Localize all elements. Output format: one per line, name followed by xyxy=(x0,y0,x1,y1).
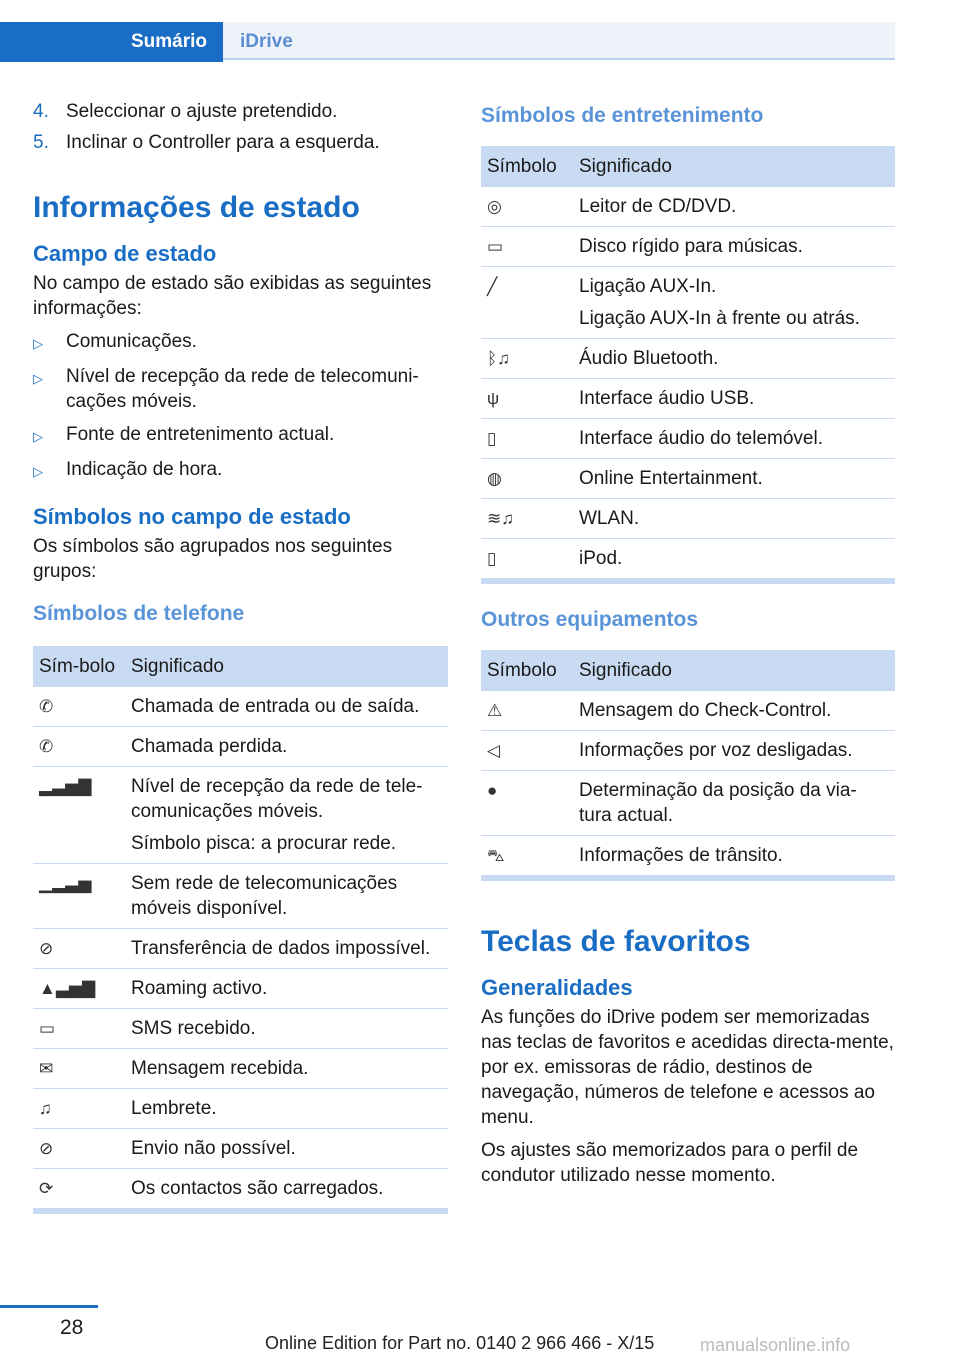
position-icon: ● xyxy=(487,781,498,800)
contacts-loading-icon: ⟳ xyxy=(39,1179,54,1198)
symbol-cell xyxy=(481,539,573,579)
table-row xyxy=(481,539,895,579)
meaning-text: Chamada de entrada ou de saída. xyxy=(131,696,420,717)
symbol-cell xyxy=(33,687,125,727)
roaming-icon: ▲▃▅▇ xyxy=(39,979,96,998)
table-row xyxy=(481,187,895,227)
table-row xyxy=(33,1009,448,1049)
meaning-text: Os contactos são carregados. xyxy=(131,1178,384,1199)
bluetooth-audio-icon: ᛒ♫ xyxy=(487,349,510,368)
symbol-cell xyxy=(33,1129,125,1169)
step-text: Inclinar o Controller para a esquerda. xyxy=(66,132,380,153)
section-title-favorites: Teclas de favoritos xyxy=(481,925,751,958)
meaning-cell xyxy=(125,1169,448,1209)
meaning-text: Interface áudio do telemóvel. xyxy=(579,428,823,449)
warning-icon: ⚠ xyxy=(487,701,503,720)
tab-idrive[interactable]: iDrive xyxy=(223,22,895,60)
triangle-bullet-icon: ▷ xyxy=(33,464,43,479)
meaning-text: Disco rígido para músicas. xyxy=(579,236,803,257)
status-symbols-intro: Os símbolos são agrupados nos seguintes grupos: xyxy=(33,536,393,582)
meaning-cell xyxy=(125,929,448,969)
usb-icon: ψ xyxy=(487,389,500,408)
no-signal-icon: ▁▂▃▅ xyxy=(39,874,92,893)
meaning-cell xyxy=(125,1009,448,1049)
footer-accent-line xyxy=(0,1305,98,1308)
bullet-text: Comunicações. xyxy=(66,331,197,352)
status-field-intro: No campo de estado são exibidas as seguintes informações: xyxy=(33,273,432,319)
symbol-cell xyxy=(33,969,125,1009)
signal-bars-icon: ▂▃▅▇ xyxy=(39,777,92,796)
step-item xyxy=(33,130,448,155)
symbol-cell xyxy=(33,864,125,929)
meaning-text: Sem rede de telecomunicações móveis disponível. xyxy=(131,873,398,919)
meaning-text: Chamada perdida. xyxy=(131,736,288,757)
symbol-cell xyxy=(481,379,573,419)
online-entertainment-icon: ◍ xyxy=(487,469,502,488)
symbol-cell xyxy=(33,1009,125,1049)
table-row xyxy=(33,767,448,864)
meaning-cell xyxy=(573,731,895,771)
traffic-icon: ⛍ xyxy=(487,846,505,865)
table-end-bar xyxy=(33,1209,448,1214)
table-row xyxy=(481,836,895,876)
table-row xyxy=(33,969,448,1009)
symbol-cell xyxy=(481,731,573,771)
cd-icon: ◎ xyxy=(487,197,502,216)
symbol-cell xyxy=(33,1169,125,1209)
entertainment-symbols-title: Símbolos de entretenimento xyxy=(481,104,764,127)
tab-summary[interactable]: Sumário xyxy=(0,22,223,62)
meaning-text: Lembrete. xyxy=(131,1098,217,1119)
symbol-cell xyxy=(481,499,573,539)
col-header-symbol: Sím-bolo xyxy=(33,646,125,687)
meaning-cell xyxy=(573,187,895,227)
aux-in-icon: ╱ xyxy=(487,277,498,296)
meaning-text: Mensagem recebida. xyxy=(131,1058,309,1079)
hard-disk-icon: ▭ xyxy=(487,237,504,256)
meaning-text: iPod. xyxy=(579,548,623,569)
ipod-icon: ▯ xyxy=(487,549,497,568)
page-number: 28 xyxy=(60,1316,84,1339)
symbol-cell xyxy=(481,227,573,267)
meaning-text: Interface áudio USB. xyxy=(579,388,755,409)
meaning-cell xyxy=(573,836,895,876)
meaning-text: Online Entertainment. xyxy=(579,468,763,489)
symbol-cell xyxy=(481,339,573,379)
missed-call-icon: ✆ xyxy=(39,737,54,756)
table-row xyxy=(33,1089,448,1129)
subtitle-status-field: Campo de estado xyxy=(33,241,217,266)
symbol-cell xyxy=(33,767,125,864)
table-row xyxy=(481,459,895,499)
col-header-symbol: Símbolo xyxy=(481,650,573,691)
phone-icon: ✆ xyxy=(39,697,54,716)
table-row xyxy=(481,731,895,771)
phone-audio-icon: ▯ xyxy=(487,429,497,448)
table-row xyxy=(481,379,895,419)
table-row xyxy=(33,687,448,727)
meaning-text: Leitor de CD/DVD. xyxy=(579,196,737,217)
table-row xyxy=(481,419,895,459)
bullet-text: Nível de recepção da rede de telecomuni-cações móveis. xyxy=(66,366,419,412)
meaning-cell xyxy=(125,1049,448,1089)
subtitle-generalities: Generalidades xyxy=(481,975,633,1000)
bullet-item xyxy=(33,457,448,484)
meaning-text: Informações de trânsito. xyxy=(579,845,783,866)
symbol-cell xyxy=(481,459,573,499)
left-column xyxy=(33,96,448,1214)
meaning-cell xyxy=(573,771,895,836)
sms-icon: ▭ xyxy=(39,1019,56,1038)
table-row xyxy=(481,691,895,731)
table-row xyxy=(33,1049,448,1089)
meaning-cell xyxy=(125,864,448,929)
step-number: 4. xyxy=(33,101,49,122)
bell-icon: ♫ xyxy=(39,1099,52,1118)
meaning-text: Transferência de dados impossível. xyxy=(131,938,431,959)
table-row xyxy=(33,1169,448,1209)
entertainment-symbols-table xyxy=(481,146,895,579)
triangle-bullet-icon: ▷ xyxy=(33,336,43,351)
col-header-symbol: Símbolo xyxy=(481,146,573,187)
col-header-meaning: Significado xyxy=(573,146,895,187)
favorites-paragraph-2: Os ajustes são memorizados para o perfil de condutor utilizado nesse momento. xyxy=(481,1140,859,1186)
meaning-text: Mensagem do Check-Control. xyxy=(579,700,832,721)
table-row xyxy=(481,339,895,379)
table-row xyxy=(481,771,895,836)
header-bar xyxy=(0,22,895,62)
step-item xyxy=(33,99,448,124)
wlan-icon: ≋♫ xyxy=(487,509,514,528)
meaning-cell xyxy=(573,459,895,499)
phone-symbols-table xyxy=(33,646,448,1209)
triangle-bullet-icon: ▷ xyxy=(33,371,43,386)
meaning-text: Símbolo pisca: a procurar rede. xyxy=(131,833,397,854)
status-bullet-list xyxy=(33,329,448,484)
mail-icon: ✉ xyxy=(39,1059,54,1078)
meaning-text: Áudio Bluetooth. xyxy=(579,348,719,369)
table-end-bar xyxy=(481,876,895,881)
table-row xyxy=(33,727,448,767)
meaning-cell xyxy=(125,969,448,1009)
meaning-text: Determinação da posição da via-tura actual. xyxy=(579,780,857,826)
meaning-cell xyxy=(573,339,895,379)
meaning-cell xyxy=(125,687,448,727)
symbol-cell xyxy=(481,691,573,731)
section-title-status: Informações de estado xyxy=(33,191,360,224)
meaning-text: Roaming activo. xyxy=(131,978,268,999)
voice-off-icon: ◁ xyxy=(487,741,501,760)
subtitle-status-symbols: Símbolos no campo de estado xyxy=(33,504,351,529)
edition-text: Online Edition for Part no. 0140 2 966 466 - X/15 xyxy=(265,1333,655,1353)
meaning-cell xyxy=(573,267,895,339)
table-row xyxy=(33,864,448,929)
meaning-cell xyxy=(125,1129,448,1169)
right-column xyxy=(481,96,895,1196)
symbol-cell xyxy=(33,727,125,767)
step-list xyxy=(33,99,448,155)
meaning-cell xyxy=(573,379,895,419)
step-text: Seleccionar o ajuste pretendido. xyxy=(66,101,338,122)
bullet-item xyxy=(33,422,448,449)
bullet-item xyxy=(33,329,448,356)
meaning-text: Envio não possível. xyxy=(131,1138,296,1159)
meaning-text: Informações por voz desligadas. xyxy=(579,740,853,761)
meaning-cell xyxy=(573,539,895,579)
table-row xyxy=(481,499,895,539)
symbol-cell xyxy=(33,1049,125,1089)
meaning-cell xyxy=(125,727,448,767)
meaning-text: SMS recebido. xyxy=(131,1018,256,1039)
symbol-cell xyxy=(33,929,125,969)
symbol-cell xyxy=(481,836,573,876)
bullet-item xyxy=(33,364,448,414)
other-equipment-table xyxy=(481,650,895,876)
symbol-cell xyxy=(481,267,573,339)
bullet-text: Indicação de hora. xyxy=(66,459,223,480)
meaning-cell xyxy=(573,499,895,539)
table-row xyxy=(481,267,895,339)
meaning-text: Nível de recepção da rede de tele-comunicações móveis. xyxy=(131,776,423,822)
no-data-icon: ⊘ xyxy=(39,939,54,958)
triangle-bullet-icon: ▷ xyxy=(33,429,43,444)
send-impossible-icon: ⊘ xyxy=(39,1139,54,1158)
symbol-cell xyxy=(481,771,573,836)
col-header-meaning: Significado xyxy=(125,646,448,687)
meaning-cell xyxy=(573,419,895,459)
symbol-cell xyxy=(481,419,573,459)
favorites-paragraph-1: As funções do iDrive podem ser memorizadas nas teclas de favoritos e acedidas directa-mente, por ex. emissoras de rádio, destinos de navegação, números de telefone e acessos ao menu. xyxy=(481,1007,894,1128)
meaning-text: Ligação AUX-In. xyxy=(579,276,717,297)
table-row xyxy=(481,227,895,267)
other-equipment-title: Outros equipamentos xyxy=(481,608,699,631)
meaning-cell xyxy=(125,767,448,864)
bullet-text: Fonte de entretenimento actual. xyxy=(66,424,335,445)
symbol-cell xyxy=(33,1089,125,1129)
meaning-cell xyxy=(573,691,895,731)
symbol-cell xyxy=(481,187,573,227)
col-header-meaning: Significado xyxy=(573,650,895,691)
table-end-bar xyxy=(481,579,895,584)
step-number: 5. xyxy=(33,132,49,153)
meaning-text: Ligação AUX-In à frente ou atrás. xyxy=(579,308,860,329)
phone-symbols-title: Símbolos de telefone xyxy=(33,602,245,625)
meaning-text: WLAN. xyxy=(579,508,640,529)
table-row xyxy=(33,1129,448,1169)
meaning-cell xyxy=(125,1089,448,1129)
meaning-cell xyxy=(573,227,895,267)
watermark: manualsonline.info xyxy=(700,1335,851,1355)
table-row xyxy=(33,929,448,969)
